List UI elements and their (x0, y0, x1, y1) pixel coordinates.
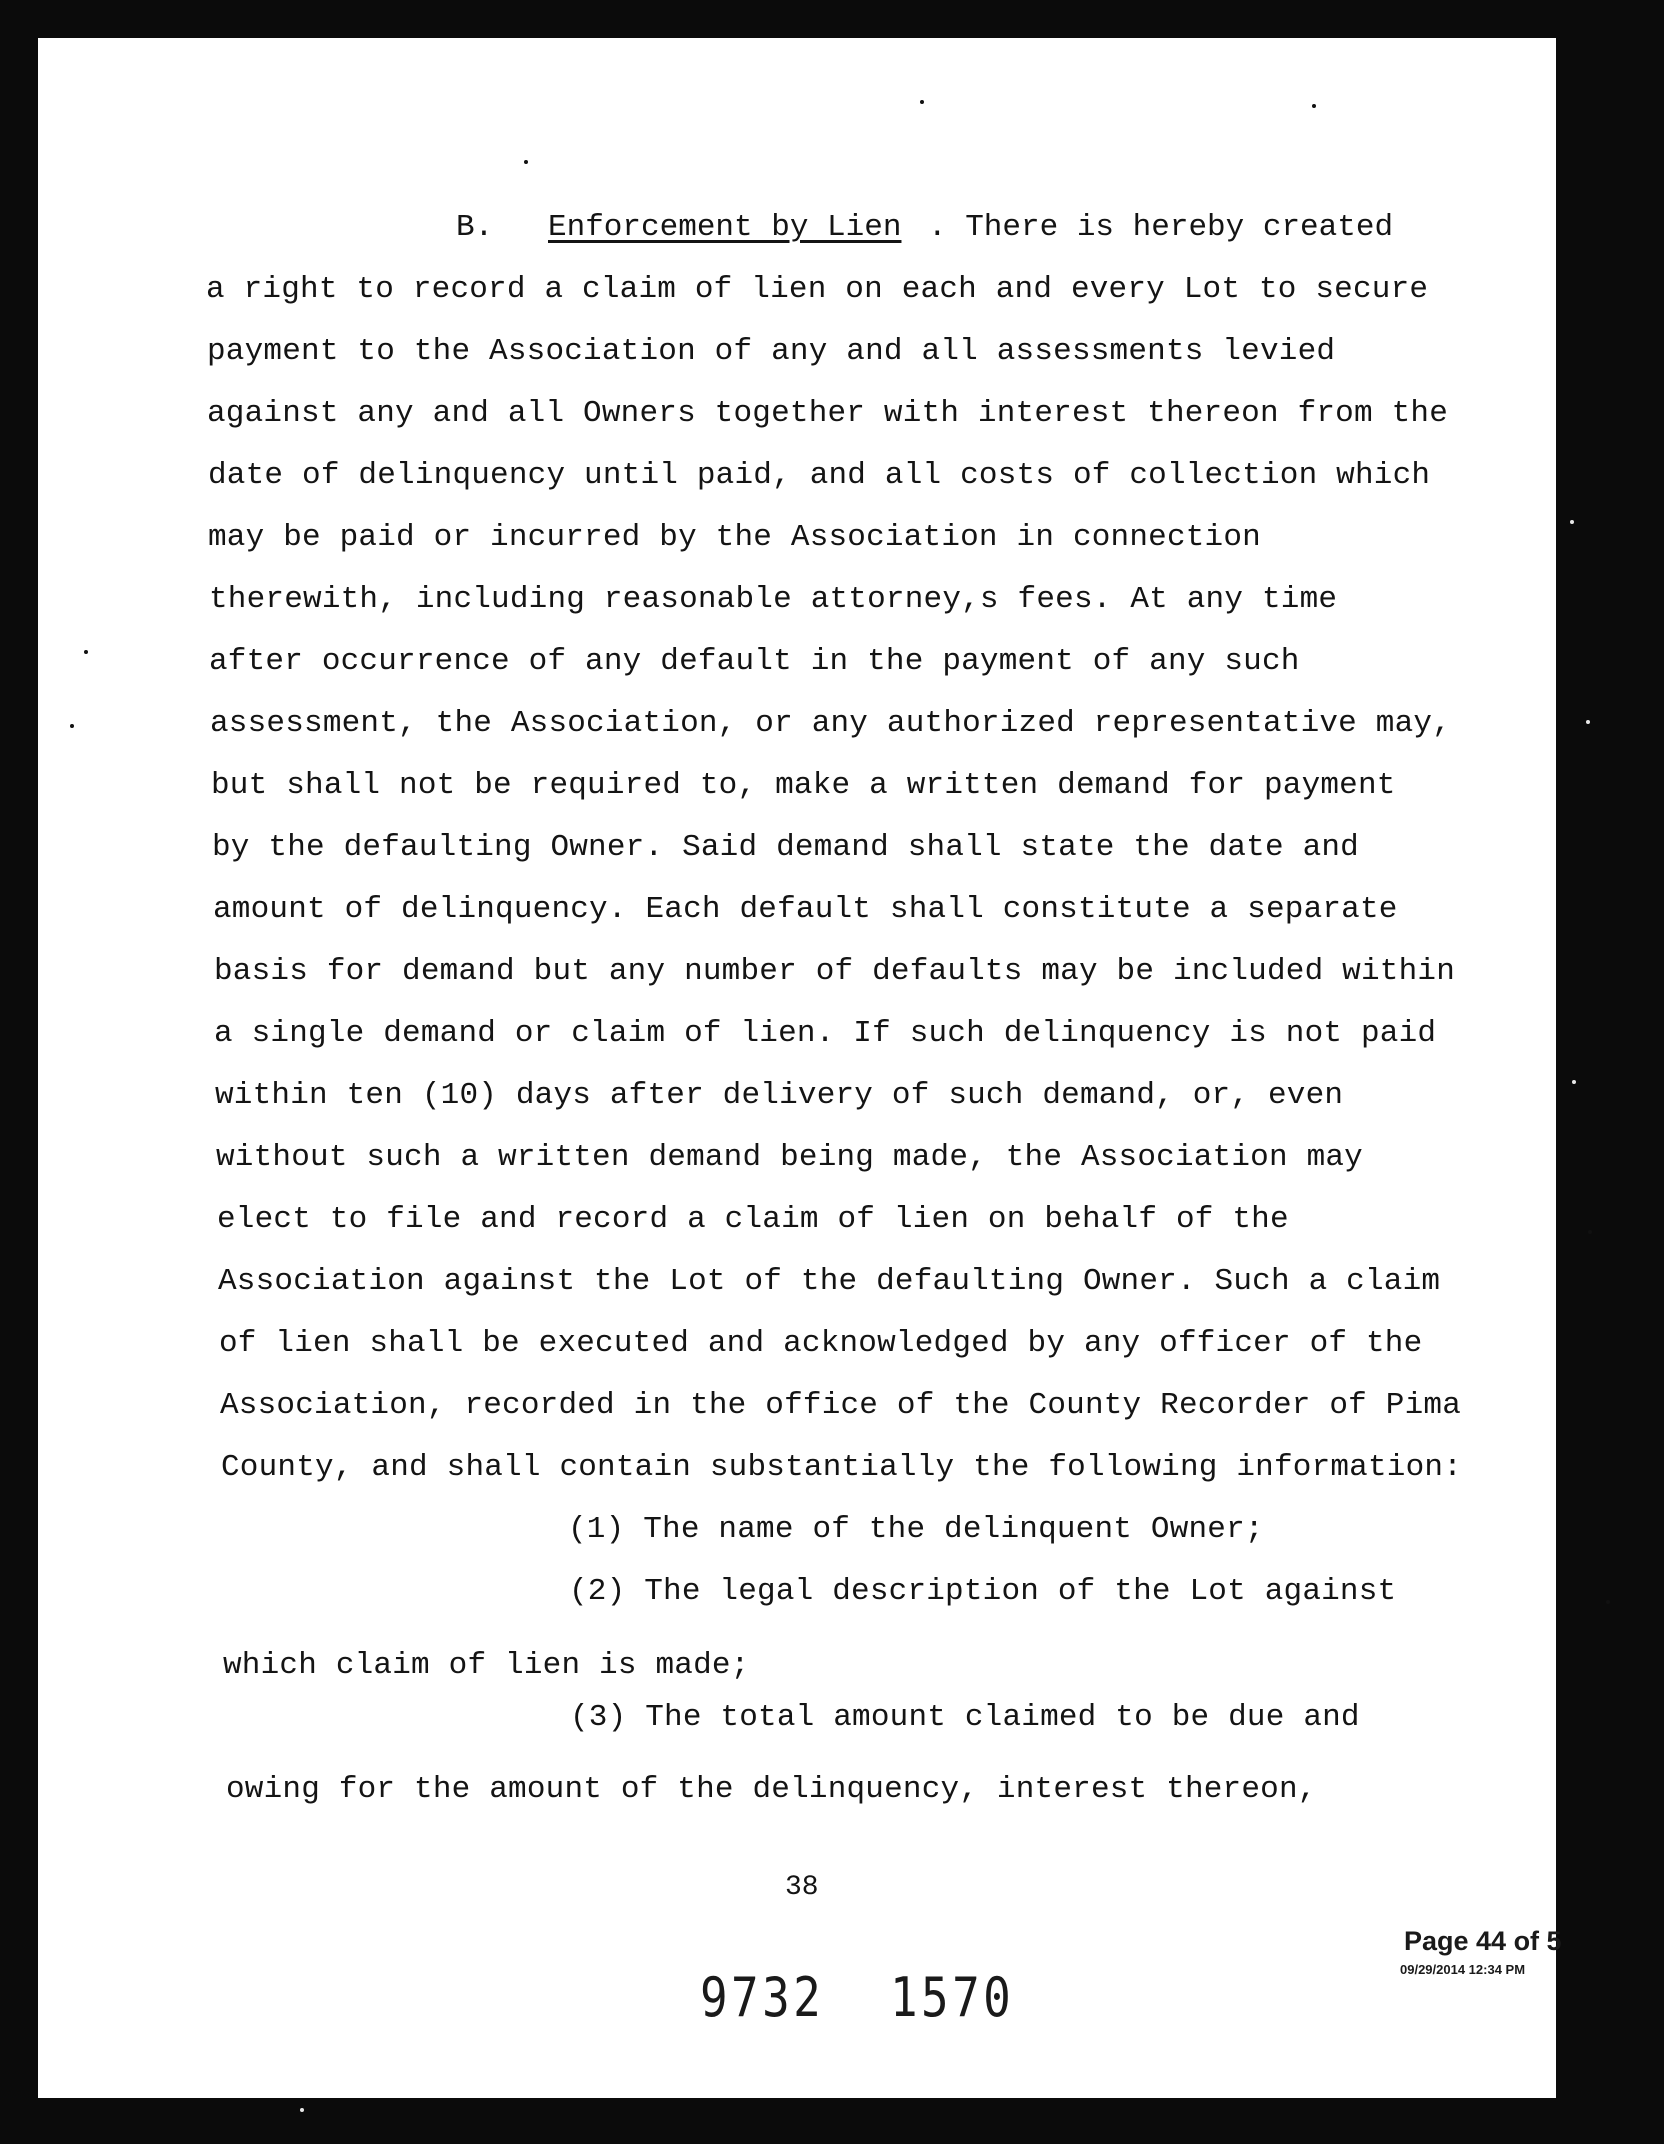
text-line: against any and all Owners together with interest thereon from the (207, 396, 1448, 431)
text-line: elect to file and record a claim of lien on behalf of the (217, 1202, 1289, 1237)
scan-speck (1586, 720, 1590, 724)
scan-border-left (0, 0, 38, 2144)
scan-speck (1588, 1230, 1592, 1234)
text-line: but shall not be required to, make a written demand for payment (211, 768, 1396, 803)
scan-speck (1606, 1600, 1610, 1604)
docket-page-number: 1570 (890, 1966, 1015, 2029)
text-line: which claim of lien is made; (223, 1648, 750, 1683)
scan-border-top (0, 0, 1664, 38)
text-line: payment to the Association of any and all assessments levied (207, 334, 1336, 369)
list-item: (3) The total amount claimed to be due and (570, 1700, 1360, 1735)
text-line: a single demand or claim of lien. If such delinquency is not paid (214, 1016, 1437, 1051)
scan-speck (1312, 104, 1316, 108)
text-line: of lien shall be executed and acknowledged by any officer of the (219, 1326, 1423, 1361)
list-item: (2) The legal description of the Lot against (569, 1574, 1397, 1609)
text-line: after occurrence of any default in the payment of any such (209, 644, 1300, 679)
text-line: therewith, including reasonable attorney,s fees. At any time (209, 582, 1338, 617)
text-line: County, and shall contain substantially the following information: (221, 1450, 1462, 1485)
scan-speck (300, 2108, 304, 2112)
text-line: owing for the amount of the delinquency, interest thereon, (226, 1772, 1317, 1807)
list-item: (1) The name of the delinquent Owner; (568, 1512, 1264, 1547)
recorder-timestamp: 09/29/2014 12:34 PM (1400, 1962, 1526, 1977)
scan-speck (524, 160, 528, 164)
section-letter: B. (456, 210, 494, 245)
section-heading (0, 210, 1664, 250)
scan-speck (1570, 520, 1574, 524)
text-line: by the defaulting Owner. Said demand shall state the date and (212, 830, 1359, 865)
docket-book-number: 9732 (700, 1966, 825, 2029)
text-line: Association against the Lot of the defaulting Owner. Such a claim (218, 1264, 1441, 1299)
text-line: date of delinquency until paid, and all costs of collection which (208, 458, 1431, 493)
scan-speck (84, 650, 88, 654)
section-title: Enforcement by Lien (548, 210, 902, 245)
text-line: basis for demand but any number of defaults may be included within (214, 954, 1455, 989)
scan-speck (1572, 1080, 1576, 1084)
scan-border-right (1556, 0, 1664, 2144)
scan-speck (70, 724, 74, 728)
text-line: without such a written demand being made, the Association may (216, 1140, 1363, 1175)
text-line: Association, recorded in the office of the County Recorder of Pima (220, 1388, 1461, 1423)
scan-speck (920, 100, 924, 104)
text-line: a right to record a claim of lien on each and every Lot to secure (206, 272, 1429, 307)
recorder-page-stamp: Page 44 of 5 (1404, 1926, 1562, 1956)
text-line: may be paid or incurred by the Association in connection (208, 520, 1261, 555)
text-line: amount of delinquency. Each default shall constitute a separate (213, 892, 1398, 927)
page-number: 38 (785, 1872, 819, 1903)
scan-border-bottom (0, 2098, 1664, 2144)
text-line: assessment, the Association, or any authorized representative may, (210, 706, 1451, 741)
section-title-continuation: . There is hereby created (928, 210, 1394, 245)
text-line: within ten (10) days after delivery of such demand, or, even (215, 1078, 1344, 1113)
